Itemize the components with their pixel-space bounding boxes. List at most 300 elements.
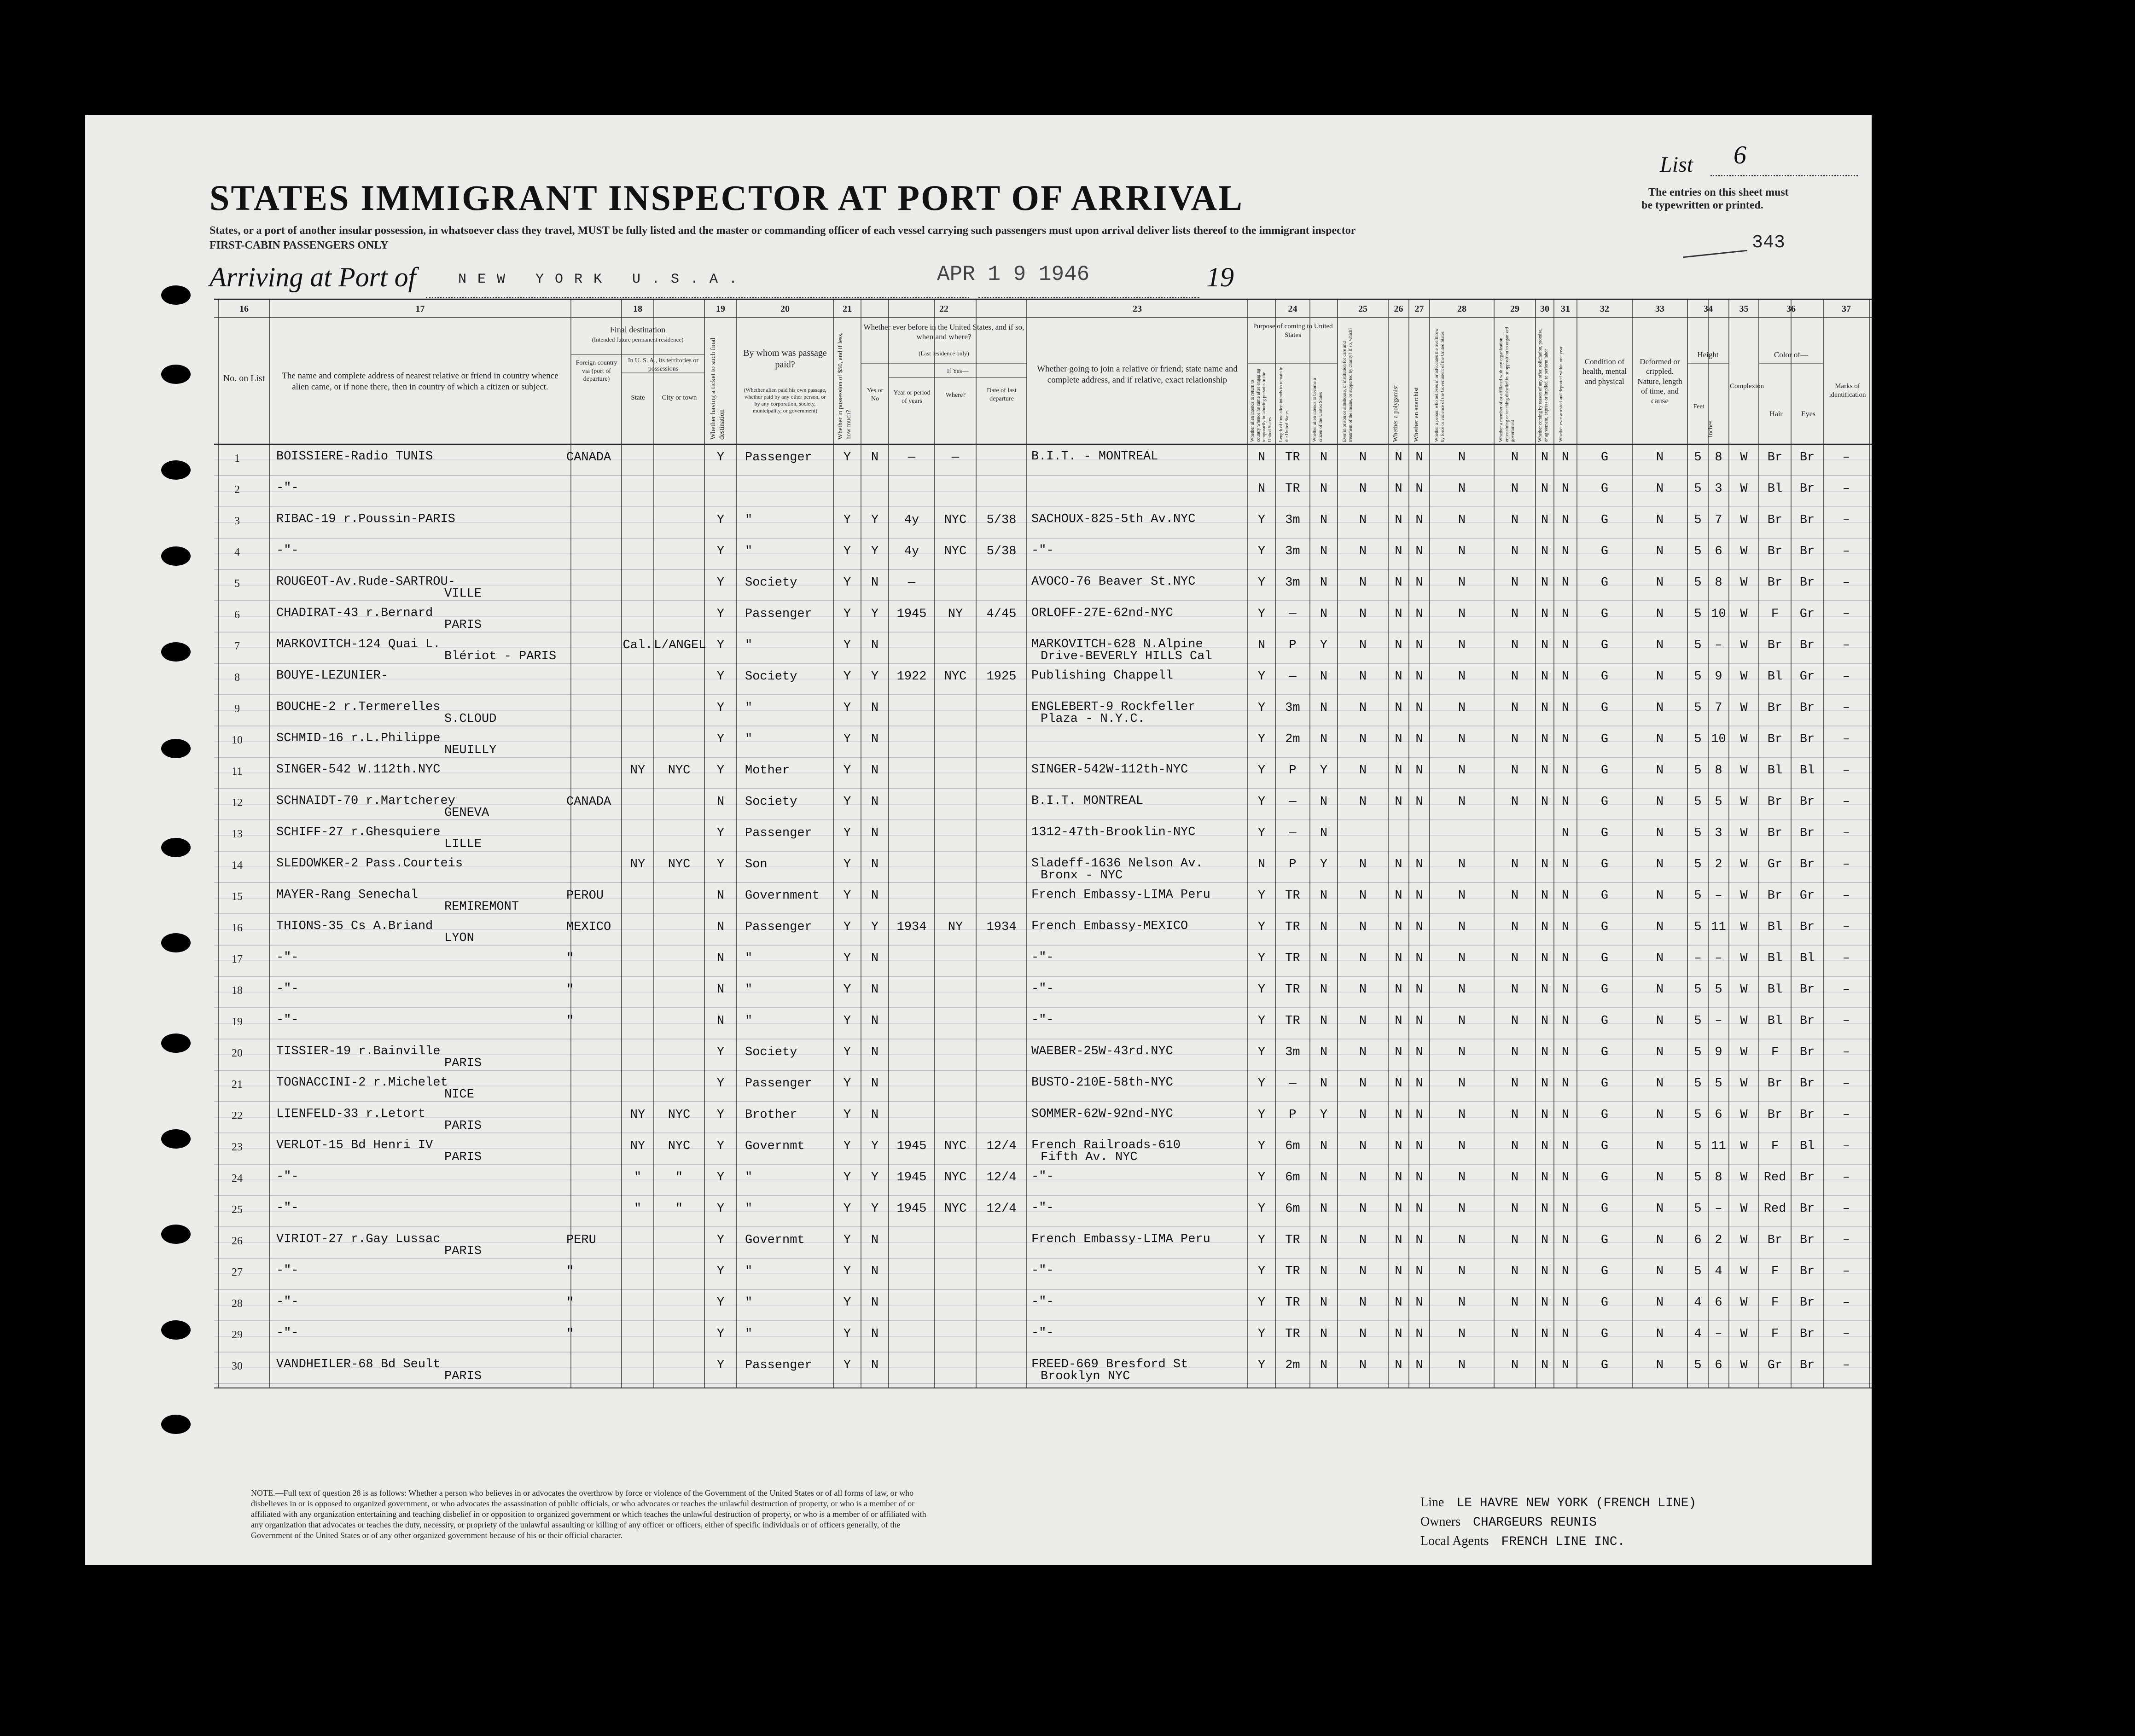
cell-p1: Y — [1257, 576, 1266, 590]
column-number: 34 — [1704, 304, 1713, 314]
relative-address-line-2: PARIS — [444, 1057, 482, 1070]
cell-hair: Gr — [1767, 1359, 1783, 1372]
cell-foreign: MEXICO — [566, 920, 611, 934]
cell-marks: – — [1842, 1045, 1850, 1059]
cell-hair: F — [1771, 1265, 1779, 1278]
cell-c29: N — [1511, 1359, 1519, 1372]
join-relative-line-2: Plaza - N.Y.C. — [1041, 712, 1145, 726]
cell-feet: 5 — [1694, 732, 1702, 746]
row-number: 8 — [234, 672, 240, 684]
cell-c30: N — [1541, 952, 1549, 965]
cell-p3: N — [1320, 1296, 1328, 1310]
cell-state: NY — [630, 764, 646, 778]
cell-feet: 5 — [1694, 1108, 1702, 1122]
header-inches: Inches — [1707, 420, 1714, 437]
cell-cplx: W — [1740, 1202, 1748, 1216]
cell-c29: N — [1511, 576, 1519, 590]
join-relative: Sladeff-1636 Nelson Av. — [1031, 857, 1203, 871]
cell-paid: " — [745, 1296, 753, 1310]
header-purpose-citizen: Whether alien intends to become a citizen of the United States — [1312, 378, 1323, 442]
cell-marks: – — [1842, 952, 1850, 965]
cell-before: N — [871, 1045, 879, 1059]
cell-eyes: Br — [1799, 1171, 1815, 1184]
cell-c28: N — [1458, 576, 1466, 590]
cell-health: G — [1600, 1265, 1609, 1278]
cell-paid: Society — [745, 576, 797, 590]
cell-paid: Governmt — [745, 1233, 805, 1247]
cell-dep: 12/4 — [986, 1171, 1017, 1184]
cell-deformed: N — [1656, 1014, 1664, 1028]
cell-p3: N — [1320, 482, 1328, 496]
cell-m50: Y — [843, 607, 851, 621]
cell-c29: N — [1511, 607, 1519, 621]
cell-p1: Y — [1257, 545, 1266, 558]
cell-p3: N — [1320, 732, 1328, 746]
cell-m50: Y — [843, 858, 851, 871]
cell-c26: N — [1395, 639, 1402, 652]
relative-address: RIBAC-19 r.Poussin-PARIS — [276, 512, 455, 526]
cell-c27: N — [1415, 1359, 1423, 1372]
cell-hair: Bl — [1767, 482, 1783, 496]
cell-p2: 3m — [1285, 1045, 1300, 1059]
join-relative: -"- — [1031, 951, 1054, 964]
cell-c29: N — [1511, 1202, 1519, 1216]
cell-p2: TR — [1285, 451, 1300, 464]
cell-c27: N — [1415, 482, 1423, 496]
punch-hole — [161, 460, 191, 480]
cell-before: N — [871, 858, 879, 871]
cell-deformed: N — [1656, 952, 1664, 965]
cell-marks: – — [1842, 1014, 1850, 1028]
cell-health: G — [1600, 1139, 1609, 1153]
cell-paid: Passenger — [745, 1077, 812, 1091]
cell-cplx: W — [1740, 889, 1748, 903]
cell-c30: N — [1541, 1077, 1549, 1091]
cell-p2: TR — [1285, 1014, 1300, 1028]
cell-c28: N — [1458, 607, 1466, 621]
cell-p1: Y — [1257, 1108, 1266, 1122]
cell-cplx: W — [1740, 482, 1748, 496]
cell-ticket: N — [716, 983, 725, 997]
cell-deformed: N — [1656, 670, 1664, 684]
header-date-departure: Date of last departure — [987, 387, 1017, 402]
cell-eyes: Br — [1799, 1359, 1815, 1372]
cell-paid: " — [745, 952, 753, 965]
cell-m50: Y — [843, 1139, 851, 1153]
relative-address: -"- — [276, 1295, 299, 1309]
punch-hole — [161, 285, 191, 305]
cell-before: Y — [871, 1202, 879, 1216]
relative-address-line-2: NEUILLY — [444, 743, 497, 757]
relative-address-line-2: GENEVA — [444, 806, 489, 820]
header-prison: Ever in prison or almshouse, or institution for care and treatment of the insane, or supported by charity? If so, which? — [1342, 327, 1353, 442]
cell-p3: Y — [1320, 1108, 1328, 1122]
cell-c25: N — [1359, 920, 1367, 934]
column-number: 20 — [780, 304, 790, 314]
cell-c29: N — [1511, 1139, 1519, 1153]
cell-c26: N — [1395, 1045, 1402, 1059]
relative-address-line-2: PARIS — [444, 1370, 482, 1383]
cell-years: 1945 — [896, 1139, 927, 1153]
cell-ticket: Y — [716, 1327, 725, 1341]
cell-p3: N — [1320, 513, 1328, 527]
cell-cplx: W — [1740, 1077, 1748, 1091]
type-note-2: be typewritten or printed. — [1641, 199, 1763, 211]
cell-p3: N — [1320, 920, 1328, 934]
cell-c31: N — [1561, 513, 1570, 527]
cell-eyes: Br — [1799, 795, 1815, 809]
relative-address-line-2: NICE — [444, 1088, 474, 1102]
cell-health: G — [1600, 670, 1609, 684]
cell-c29: N — [1511, 889, 1519, 903]
cell-paid: " — [745, 732, 753, 746]
row-number: 13 — [232, 828, 243, 840]
cell-before: N — [871, 764, 879, 778]
cell-p3: N — [1320, 795, 1328, 809]
cell-deformed: N — [1656, 451, 1664, 464]
cell-hair: Br — [1767, 826, 1783, 840]
relative-address-line-2: Blériot - PARIS — [444, 650, 557, 663]
cell-hair: F — [1771, 1327, 1779, 1341]
cell-deformed: N — [1656, 607, 1664, 621]
cell-ticket: Y — [716, 1171, 725, 1184]
cell-c26: N — [1395, 1014, 1402, 1028]
header-in-usa: In U. S. A., its territories or possessions — [628, 357, 699, 372]
cell-marks: – — [1842, 983, 1850, 997]
cell-paid: " — [745, 639, 753, 652]
cell-feet: 5 — [1694, 576, 1702, 590]
cell-c30: N — [1541, 983, 1549, 997]
subtitle-line-1: States, or a port of another insular possession, in whatsoever class they travel, MUST be fully listed and the master or commanding officer of each vessel carrying such passengers must upon arrival deliver lists thereof to the immigrant inspector — [209, 225, 1356, 237]
cell-feet: 5 — [1694, 983, 1702, 997]
cell-ticket: Y — [716, 1296, 725, 1310]
join-relative: French Embassy-LIMA Peru — [1031, 1232, 1210, 1246]
cell-m50: Y — [843, 451, 851, 464]
cell-c28: N — [1458, 1296, 1466, 1310]
cell-dep: 12/4 — [986, 1139, 1017, 1153]
row-number: 16 — [232, 922, 243, 934]
cell-hair: Br — [1767, 576, 1783, 590]
punch-hole — [161, 546, 191, 566]
cell-cplx: W — [1740, 576, 1748, 590]
row-number: 2 — [234, 484, 240, 496]
column-number: 16 — [239, 304, 249, 314]
cell-health: G — [1600, 795, 1609, 809]
cell-foreign: " — [566, 1265, 574, 1278]
cell-c30: N — [1541, 1233, 1549, 1247]
cell-deformed: N — [1656, 1108, 1664, 1122]
cell-deformed: N — [1656, 576, 1664, 590]
column-number: 32 — [1600, 304, 1609, 314]
cell-c27: N — [1415, 1139, 1423, 1153]
cell-c29: N — [1511, 983, 1519, 997]
cell-c26: N — [1395, 1359, 1402, 1372]
manifest-sheet — [85, 115, 1872, 1565]
relative-address: -"- — [276, 1326, 299, 1340]
cell-years: 1945 — [896, 607, 927, 621]
cell-cplx: W — [1740, 983, 1748, 997]
cell-c26: N — [1395, 513, 1402, 527]
cell-c27: N — [1415, 576, 1423, 590]
cell-p1: N — [1257, 451, 1266, 464]
cell-c26: N — [1395, 545, 1402, 558]
cell-c27: N — [1415, 1296, 1423, 1310]
cell-city: L/ANGEL — [654, 639, 706, 652]
row-number: 25 — [232, 1204, 243, 1216]
cell-paid: Governmt — [745, 1139, 805, 1153]
join-relative: ENGLEBERT-9 Rockfeller — [1031, 700, 1196, 714]
cell-paid: Society — [745, 795, 797, 809]
cell-feet: 5 — [1694, 513, 1702, 527]
cell-health: G — [1600, 1359, 1609, 1372]
cell-p3: N — [1320, 451, 1328, 464]
column-number: 17 — [415, 304, 425, 314]
cell-cplx: W — [1740, 1171, 1748, 1184]
cell-marks: – — [1842, 1108, 1850, 1122]
cell-cplx: W — [1740, 513, 1748, 527]
cell-paid: " — [745, 1202, 753, 1216]
cell-years: 1922 — [896, 670, 927, 684]
cell-c29: N — [1511, 639, 1519, 652]
cell-c30: N — [1541, 545, 1549, 558]
cell-eyes: Br — [1799, 858, 1815, 871]
cell-cplx: W — [1740, 952, 1748, 965]
cell-deformed: N — [1656, 1202, 1664, 1216]
cell-c26: N — [1395, 1296, 1402, 1310]
cell-c27: N — [1415, 701, 1423, 715]
cell-paid: Passenger — [745, 607, 812, 621]
header-fifty-dollars: Whether in possession of $50, and if less, how much? — [837, 332, 852, 440]
cell-p3: N — [1320, 1359, 1328, 1372]
cell-cplx: W — [1740, 1108, 1748, 1122]
relative-address: BOUYE-LEZUNIER- — [276, 669, 389, 683]
cell-p2: — — [1289, 826, 1297, 840]
cell-city: " — [675, 1171, 683, 1184]
relative-address: THIONS-35 Cs A.Briand — [276, 919, 433, 933]
cell-c31: N — [1561, 1327, 1570, 1341]
join-relative: -"- — [1031, 1201, 1054, 1215]
join-relative: SACHOUX-825-5th Av.NYC — [1031, 512, 1196, 526]
column-number: 24 — [1288, 304, 1297, 314]
cell-deformed: N — [1656, 1077, 1664, 1091]
punch-hole — [161, 1415, 191, 1434]
cell-c30: N — [1541, 732, 1549, 746]
cell-eyes: Br — [1799, 1014, 1815, 1028]
relative-address: -"- — [276, 1170, 299, 1184]
cell-where: NYC — [944, 513, 967, 527]
cell-m50: Y — [843, 1233, 851, 1247]
join-relative: 1312-47th-Brooklin-NYC — [1031, 825, 1196, 839]
join-relative: -"- — [1031, 1170, 1054, 1184]
cell-paid: Society — [745, 670, 797, 684]
cell-inches: 3 — [1715, 482, 1722, 496]
cell-where: NYC — [944, 1171, 967, 1184]
cell-c28: N — [1458, 1045, 1466, 1059]
row-number: 4 — [234, 546, 240, 558]
cell-c26: N — [1395, 576, 1402, 590]
cell-c26: N — [1395, 1327, 1402, 1341]
row-number: 17 — [232, 953, 243, 965]
cell-c25: N — [1359, 545, 1367, 558]
row-number: 19 — [232, 1016, 243, 1028]
cell-ticket: Y — [716, 670, 725, 684]
cell-ticket: Y — [716, 607, 725, 621]
cell-cplx: W — [1740, 607, 1748, 621]
cell-m50: Y — [843, 513, 851, 527]
header-feet: Feet — [1693, 403, 1705, 410]
cell-before: Y — [871, 1139, 879, 1153]
cell-c31: N — [1561, 1045, 1570, 1059]
cell-cplx: W — [1740, 451, 1748, 464]
join-relative: ORLOFF-27E-62nd-NYC — [1031, 606, 1173, 620]
cell-inches: – — [1715, 1327, 1722, 1341]
cell-c28: N — [1458, 451, 1466, 464]
cell-c30: N — [1541, 607, 1549, 621]
header-passage-paid: By whom was passage paid? — [743, 348, 827, 370]
cell-city: " — [675, 1202, 683, 1216]
cell-p3: Y — [1320, 858, 1328, 871]
cell-p3: N — [1320, 952, 1328, 965]
cell-where: NYC — [944, 1139, 967, 1153]
cell-feet: 5 — [1694, 1359, 1702, 1372]
cell-c29: N — [1511, 1108, 1519, 1122]
cell-m50: Y — [843, 920, 851, 934]
cell-c28: N — [1458, 1359, 1466, 1372]
cell-inches: 8 — [1715, 576, 1722, 590]
cell-health: G — [1600, 1045, 1609, 1059]
cell-feet: 5 — [1694, 764, 1702, 778]
cell-inches: 4 — [1715, 1265, 1722, 1278]
cell-inches: – — [1715, 952, 1722, 965]
cell-where: NYC — [944, 545, 967, 558]
cell-before: N — [871, 701, 879, 715]
row-number: 28 — [232, 1298, 243, 1310]
cell-dep: 5/38 — [986, 513, 1017, 527]
cell-health: G — [1600, 983, 1609, 997]
cell-eyes: Gr — [1799, 670, 1815, 684]
cell-health: G — [1600, 1327, 1609, 1341]
row-number: 27 — [232, 1266, 243, 1278]
cell-health: G — [1600, 513, 1609, 527]
cell-eyes: Br — [1799, 826, 1815, 840]
cell-feet: 4 — [1694, 1327, 1702, 1341]
cell-inches: 11 — [1711, 1139, 1726, 1153]
relative-address: BOISSIERE-Radio TUNIS — [276, 450, 433, 464]
cell-p2: 6m — [1285, 1202, 1300, 1216]
row-number: 11 — [232, 766, 243, 778]
cell-eyes: Br — [1799, 1327, 1815, 1341]
cell-p2: 6m — [1285, 1139, 1300, 1153]
cell-c27: N — [1415, 639, 1423, 652]
cell-m50: Y — [843, 1202, 851, 1216]
cell-eyes: Br — [1799, 545, 1815, 558]
cell-feet: 5 — [1694, 607, 1702, 621]
cell-before: N — [871, 1014, 879, 1028]
cell-c31: N — [1561, 670, 1570, 684]
cell-p2: 3m — [1285, 576, 1300, 590]
cell-m50: Y — [843, 670, 851, 684]
cell-eyes: Br — [1799, 1296, 1815, 1310]
cell-ticket: Y — [716, 513, 725, 527]
arriving-label: Arriving at Port of — [209, 262, 416, 292]
relative-address: SCHIFF-27 r.Ghesquiere — [276, 825, 441, 839]
cell-p2: 6m — [1285, 1171, 1300, 1184]
cell-eyes: Bl — [1799, 764, 1815, 778]
cell-deformed: N — [1656, 1296, 1664, 1310]
cell-p1: Y — [1257, 513, 1266, 527]
row-number: 9 — [234, 703, 240, 715]
column-number: 31 — [1561, 304, 1570, 314]
cell-p3: N — [1320, 1045, 1328, 1059]
punch-hole — [161, 739, 191, 758]
cell-hair: Br — [1767, 513, 1783, 527]
header-eyes: Eyes — [1801, 410, 1816, 418]
header-organization: Whether a member of or affiliated with any organization entertaining or teaching disbelief in or opposition to organized government — [1499, 327, 1515, 442]
column-number: 21 — [843, 304, 852, 314]
cell-c31: N — [1561, 1139, 1570, 1153]
cell-c25: N — [1359, 482, 1367, 496]
cell-p1: Y — [1257, 607, 1266, 621]
cell-c28: N — [1458, 952, 1466, 965]
cell-m50: Y — [843, 952, 851, 965]
cell-city: NYC — [668, 1108, 691, 1122]
cell-health: G — [1600, 576, 1609, 590]
cell-hair: Bl — [1767, 920, 1783, 934]
agents-value: FRENCH LINE INC. — [1501, 1535, 1625, 1549]
cell-m50: Y — [843, 1327, 851, 1341]
header-purpose-length: Length of time alien intends to remain in the United States — [1279, 366, 1290, 442]
cell-hair: F — [1771, 607, 1779, 621]
cell-paid: Government — [745, 889, 820, 903]
cell-p3: N — [1320, 1077, 1328, 1091]
cell-c26: N — [1395, 795, 1402, 809]
header-color-of: Color of— — [1774, 350, 1809, 359]
cell-before: N — [871, 1359, 879, 1372]
cell-paid: " — [745, 1265, 753, 1278]
header-foreign-country: Foreign country via (port of departure) — [576, 360, 617, 383]
cell-p2: TR — [1285, 1327, 1300, 1341]
cell-c29: N — [1511, 545, 1519, 558]
header-list-number: No. on List — [223, 373, 265, 383]
cell-c27: N — [1415, 732, 1423, 746]
cell-ticket: Y — [716, 1077, 725, 1091]
cell-deformed: N — [1656, 858, 1664, 871]
cell-m50: Y — [843, 1014, 851, 1028]
cell-before: N — [871, 826, 879, 840]
cell-eyes: Br — [1799, 701, 1815, 715]
cell-inches: 6 — [1715, 1359, 1722, 1372]
cell-c31: N — [1561, 701, 1570, 715]
header-ticket: Whether having a ticket to such final destination — [710, 337, 726, 440]
cell-feet: 5 — [1694, 482, 1702, 496]
cell-ticket: Y — [716, 576, 725, 590]
cell-eyes: Br — [1799, 1108, 1815, 1122]
cell-hair: Br — [1767, 889, 1783, 903]
cell-before: Y — [871, 513, 879, 527]
cell-c31: N — [1561, 545, 1570, 558]
cell-eyes: Bl — [1799, 1139, 1815, 1153]
cell-p1: Y — [1257, 1014, 1266, 1028]
agents-label: Local Agents — [1420, 1534, 1489, 1548]
cell-eyes: Br — [1799, 451, 1815, 464]
cell-c31: N — [1561, 983, 1570, 997]
cell-m50: Y — [843, 576, 851, 590]
cell-years: 1934 — [896, 920, 927, 934]
cell-deformed: N — [1656, 513, 1664, 527]
cell-inches: 2 — [1715, 1233, 1722, 1247]
header-deformed: Deformed or crippled. Nature, length of time, and cause — [1637, 357, 1682, 405]
cell-marks: – — [1842, 482, 1850, 496]
